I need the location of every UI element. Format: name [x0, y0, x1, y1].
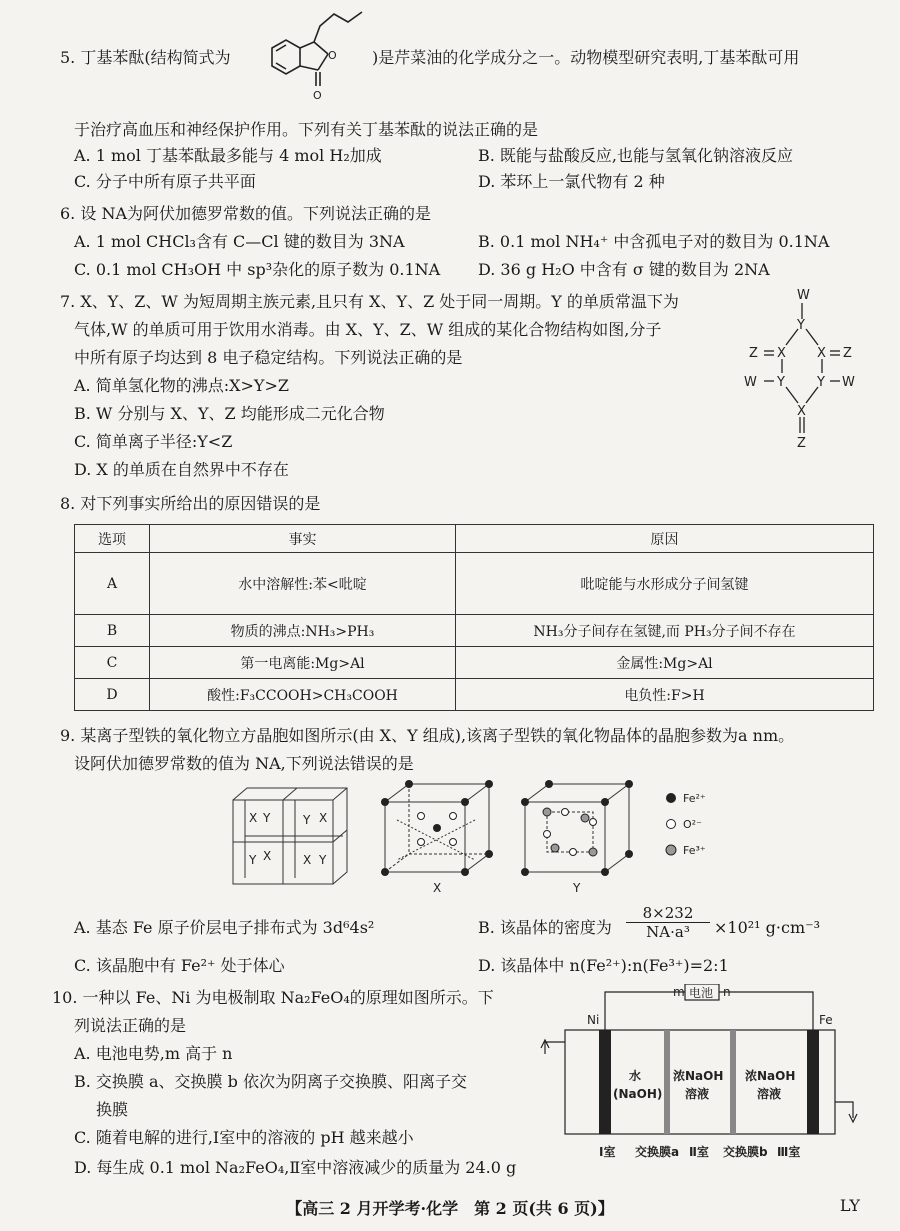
svg-text:Z: Z [797, 436, 806, 451]
table-cell: 金属性:Mg>Al [456, 647, 874, 679]
table-row [75, 647, 874, 679]
q5-option-b: B. 既能与盐酸反应,也能与氢氧化钠溶液反应 [478, 146, 794, 165]
q10-option-d: D. 每生成 0.1 mol Na₂FeO₄,Ⅱ室中溶液减少的质量为 24.0 g [74, 1158, 517, 1177]
q6-option-b: B. 0.1 mol NH₄⁺ 中含孤电子对的数目为 0.1NA [478, 232, 830, 251]
table-cell: 酸性:F₃CCOOH>CH₃COOH [150, 679, 456, 711]
svg-text:水: 水 [629, 1069, 642, 1083]
svg-text:Z: Z [843, 346, 852, 361]
table-header: 事实 [150, 525, 456, 553]
table-cell: B [75, 615, 150, 647]
table-header: 原因 [456, 525, 874, 553]
butylphthalide-structure-icon [250, 4, 380, 104]
table-header-row [75, 525, 874, 553]
q5-line1a: 5. 丁基苯酞(结构简式为 [60, 48, 231, 67]
q6-option-a: A. 1 mol CHCl₃含有 C—Cl 键的数目为 3NA [74, 232, 405, 251]
q9-fraction-num: 8×232 [626, 904, 710, 923]
svg-text:Y: Y [303, 813, 311, 827]
table-cell: C [75, 647, 150, 679]
table-cell: 第一电离能:Mg>Al [150, 647, 456, 679]
q9-fraction [626, 904, 710, 941]
table-cell: 电负性:F>H [456, 679, 874, 711]
svg-text:Y: Y [573, 881, 581, 895]
q9-option-b-unit: ×10²¹ g·cm⁻³ [714, 918, 820, 937]
table-cell: A [75, 553, 150, 615]
svg-text:电池: 电池 [689, 986, 714, 1000]
q9-crystal-cell-diagram [225, 778, 735, 900]
svg-text:浓NaOH: 浓NaOH [745, 1069, 796, 1083]
svg-text:溶液: 溶液 [685, 1087, 710, 1101]
q7-option-b: B. W 分别与 X、Y、Z 均能形成二元化合物 [74, 404, 385, 423]
svg-text:W: W [842, 375, 855, 390]
q7-option-d: D. X 的单质在自然界中不存在 [74, 460, 289, 479]
svg-text:浓NaOH: 浓NaOH [673, 1069, 724, 1083]
svg-text:Y: Y [263, 811, 271, 825]
legend-fe3: Fe³⁺ [683, 844, 706, 857]
svg-text:m: m [673, 985, 685, 999]
q9-option-b-label: B. 该晶体的密度为 [478, 918, 612, 937]
table-cell: 水中溶解性:苯<吡啶 [150, 553, 456, 615]
svg-text:Z: Z [749, 346, 758, 361]
q6-option-d: D. 36 g H₂O 中含有 σ 键的数目为 2NA [478, 260, 770, 279]
svg-text:W: W [797, 288, 810, 303]
svg-text:溶液: 溶液 [757, 1087, 782, 1101]
svg-text:O: O [328, 49, 337, 62]
q9-option-d: D. 该晶体中 n(Fe²⁺):n(Fe³⁺)=2:1 [478, 956, 729, 975]
svg-text:Y: Y [817, 375, 825, 390]
table-cell: 物质的沸点:NH₃>PH₃ [150, 615, 456, 647]
q7-line1: 7. X、Y、Z、W 为短周期主族元素,且只有 X、Y、Z 处于同一周期。Y 的单质常温下为 [60, 292, 679, 311]
svg-text:X: X [319, 811, 328, 825]
svg-text:X: X [303, 853, 312, 867]
svg-text:Ni: Ni [587, 1013, 600, 1027]
q10-option-b1: B. 交换膜 a、交换膜 b 依次为阴离子交换膜、阳离子交 [74, 1072, 467, 1091]
q7-option-a: A. 简单氢化物的沸点:X>Y>Z [74, 376, 290, 395]
svg-text:X: X [433, 881, 442, 895]
legend-o2: O²⁻ [683, 818, 702, 831]
svg-text:X: X [263, 849, 272, 863]
q5-line2: 于治疗高血压和神经保护作用。下列有关丁基苯酞的说法正确的是 [74, 120, 539, 139]
q9-fraction-den: NA·a³ [646, 923, 690, 941]
svg-text:n: n [723, 985, 731, 999]
q5-line1b: )是芹菜油的化学成分之一。动物模型研究表明,丁基苯酞可用 [372, 48, 800, 67]
q9-line1: 9. 某离子型铁的氧化物立方晶胞如图所示(由 X、Y 组成),该离子型铁的氧化物晶体的晶胞参数为a nm。 [60, 726, 795, 745]
legend-fe2: Fe²⁺ [683, 792, 706, 805]
q9-option-c: C. 该晶胞中有 Fe²⁺ 处于体心 [74, 956, 285, 975]
table-row [75, 553, 874, 615]
svg-text:Ⅰ室: Ⅰ室 [599, 1145, 616, 1159]
svg-text:交换膜a: 交换膜a [635, 1145, 680, 1159]
svg-text:(NaOH): (NaOH) [613, 1087, 663, 1101]
svg-text:O: O [313, 89, 322, 102]
q9-line2: 设阿伏加德罗常数的值为 NA,下列说法错误的是 [74, 754, 414, 773]
q6-option-c: C. 0.1 mol CH₃OH 中 sp³杂化的原子数为 0.1NA [74, 260, 441, 279]
q9-option-a: A. 基态 Fe 原子价层电子排布式为 3d⁶4s² [74, 918, 375, 937]
svg-text:Ⅲ室: Ⅲ室 [777, 1145, 801, 1159]
q10-option-a: A. 电池电势,m 高于 n [74, 1044, 233, 1063]
q6-stem: 6. 设 NA为阿伏加德罗常数的值。下列说法正确的是 [60, 204, 431, 223]
corner-mark: LY [839, 1196, 860, 1215]
svg-text:Y: Y [777, 375, 785, 390]
q5-option-c: C. 分子中所有原子共平面 [74, 172, 256, 191]
svg-text:交换膜b: 交换膜b [723, 1145, 768, 1159]
q7-line3: 中所有原子均达到 8 电子稳定结构。下列说法正确的是 [74, 348, 463, 367]
q8-stem: 8. 对下列事实所给出的原因错误的是 [60, 494, 321, 513]
table-cell: D [75, 679, 150, 711]
q8-table [74, 524, 874, 711]
q5-option-d: D. 苯环上一氯代物有 2 种 [478, 172, 665, 191]
svg-text:Y: Y [319, 853, 327, 867]
q7-option-c: C. 简单离子半径:Y<Z [74, 432, 233, 451]
table-cell: 吡啶能与水形成分子间氢键 [456, 553, 874, 615]
svg-text:Ⅱ室: Ⅱ室 [689, 1145, 709, 1159]
svg-text:X: X [249, 811, 258, 825]
q7-line2: 气体,W 的单质可用于饮用水消毒。由 X、Y、Z、W 组成的某化合物结构如图,分子 [74, 320, 662, 339]
q5-option-a: A. 1 mol 丁基苯酞最多能与 4 mol H₂加成 [74, 146, 382, 165]
q10-line2: 列说法正确的是 [74, 1016, 187, 1035]
svg-text:X: X [797, 404, 806, 419]
table-row [75, 615, 874, 647]
q10-option-c: C. 随着电解的进行,Ⅰ室中的溶液的 pH 越来越小 [74, 1128, 414, 1147]
svg-text:X: X [777, 346, 786, 361]
q10-electrolysis-diagram [535, 984, 875, 1164]
q10-option-b2: 换膜 [96, 1100, 129, 1119]
svg-text:Y: Y [249, 853, 257, 867]
page-footer: 【高三 2 月开学考·化学 第 2 页(共 6 页)】 [286, 1199, 614, 1218]
table-header: 选项 [75, 525, 150, 553]
svg-text:X: X [817, 346, 826, 361]
q10-line1: 10. 一种以 Fe、Ni 为电极制取 Na₂FeO₄的原理如图所示。下 [52, 988, 494, 1007]
svg-text:W: W [744, 375, 757, 390]
table-row [75, 679, 874, 711]
q7-structure-diagram [740, 285, 880, 460]
table-cell: NH₃分子间存在氢键,而 PH₃分子间不存在 [456, 615, 874, 647]
svg-text:Y: Y [797, 318, 805, 333]
svg-text:Fe: Fe [819, 1013, 833, 1027]
